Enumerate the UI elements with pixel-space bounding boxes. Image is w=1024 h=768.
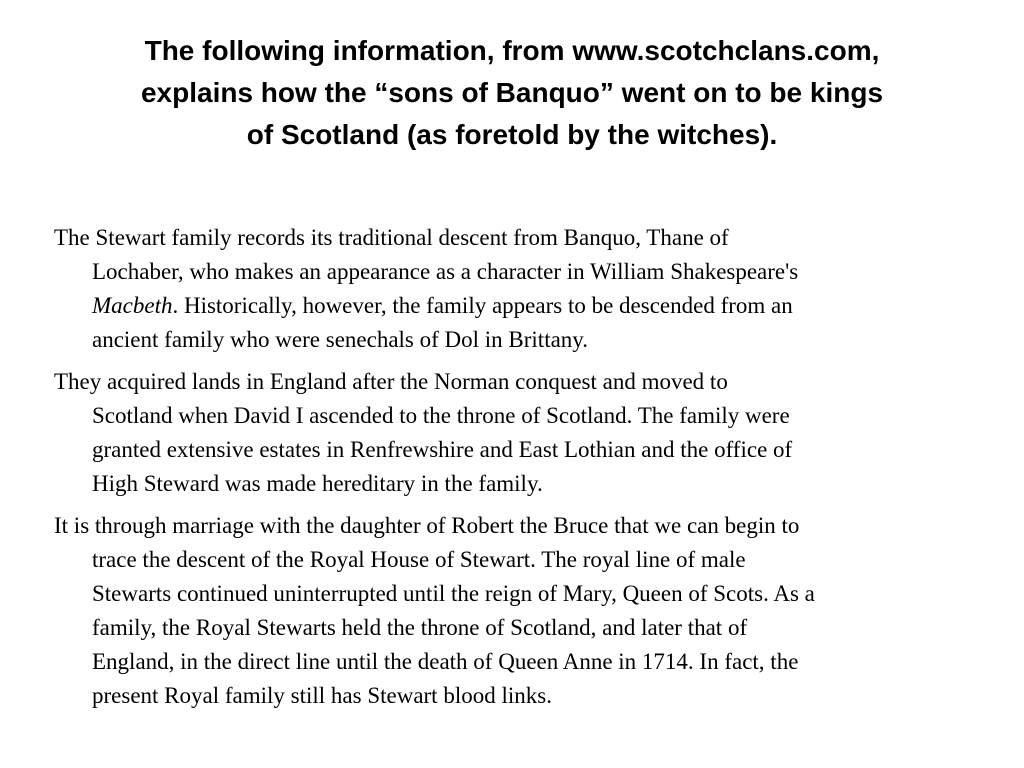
paragraph-line: The Stewart family records its traditional descent from Banquo, Thane of (54, 225, 729, 250)
paragraph-line: granted extensive estates in Renfrewshire and East Lothian and the office of (92, 437, 793, 462)
title-line: The following information, from www.scotchclans.com, (144, 35, 880, 66)
paragraph-line-rest: . Historically, however, the family appears to be descended from an (172, 293, 793, 318)
slide-title (20, 30, 1004, 156)
paragraph-line: Scotland when David I ascended to the throne of Scotland. The family were (92, 403, 790, 428)
slide-body (54, 221, 1004, 721)
paragraph-line: ancient family who were senechals of Dol in Brittany. (92, 327, 589, 352)
paragraph-line: They acquired lands in England after the Norman conquest and moved to (54, 369, 728, 394)
paragraph-line: trace the descent of the Royal House of Stewart. The royal line of male (92, 547, 746, 572)
paragraph-line (54, 289, 1004, 323)
paragraph-line: Lochaber, who makes an appearance as a character in William Shakespeare's (92, 259, 799, 284)
paragraph-line: It is through marriage with the daughter of Robert the Bruce that we can begin to (54, 513, 800, 538)
title-line: of Scotland (as foretold by the witches). (246, 119, 778, 150)
macbeth-title: Macbeth (92, 293, 173, 318)
paragraph-stewart-descent (54, 221, 1004, 357)
paragraph-norman-lands (54, 365, 1004, 501)
paragraph-line: present Royal family still has Stewart blood links. (92, 683, 552, 708)
paragraph-line: family, the Royal Stewarts held the throne of Scotland, and later that of (92, 615, 748, 640)
paragraph-line: England, in the direct line until the death of Queen Anne in 1714. In fact, the (92, 649, 799, 674)
title-line: explains how the “sons of Banquo” went on to be kings (140, 77, 884, 108)
paragraph-line: High Steward was made hereditary in the family. (92, 471, 543, 496)
paragraph-royal-house (54, 509, 1004, 713)
paragraph-line: Stewarts continued uninterrupted until the reign of Mary, Queen of Scots. As a (92, 581, 815, 606)
